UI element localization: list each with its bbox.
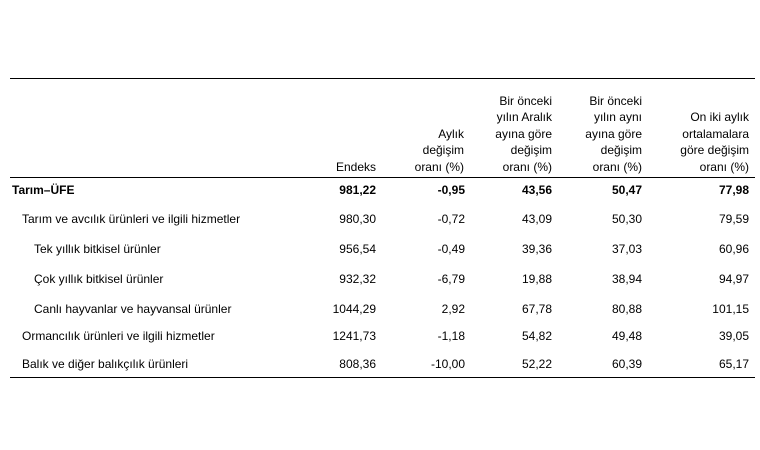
header-bottom-rule	[10, 177, 755, 178]
cell-endeks: 1044,29	[332, 302, 376, 316]
cell-monthly: -0,95	[437, 183, 465, 197]
cell-december: 39,36	[521, 242, 552, 256]
header-twelve-month-average-change: On iki aylık ortalamalara göre değişim oranı (%)	[680, 110, 749, 174]
cell-monthly: -0,49	[437, 242, 465, 256]
row-label: Tek yıllık bitkisel ürünler	[34, 242, 161, 256]
cell-endeks: 932,32	[339, 272, 376, 286]
table-bottom-rule	[10, 377, 755, 378]
row-label: Çok yıllık bitkisel ürünler	[34, 272, 164, 286]
cell-monthly: -0,72	[437, 212, 465, 226]
cell-endeks: 980,30	[339, 212, 376, 226]
header-change-vs-same-month: Bir önceki yılın aynı ayına göre değişim oranı (%)	[585, 93, 642, 174]
row-label: Tarım–ÜFE	[12, 183, 75, 197]
row-label: Canlı hayvanlar ve hayvansal ürünler	[34, 302, 232, 316]
table-row	[10, 240, 755, 260]
table-row	[10, 270, 755, 290]
cell-same-month: 50,47	[611, 183, 642, 197]
cell-monthly: -6,79	[437, 272, 465, 286]
table-row	[10, 300, 755, 320]
cell-twelve-month: 101,15	[712, 302, 749, 316]
row-label: Balık ve diğer balıkçılık ürünleri	[22, 357, 189, 371]
cell-same-month: 80,88	[611, 302, 642, 316]
row-label: Ormancılık ürünleri ve ilgili hizmetler	[22, 329, 215, 343]
cell-same-month: 60,39	[611, 357, 642, 371]
cell-same-month: 49,48	[611, 329, 642, 343]
cell-december: 52,22	[521, 357, 552, 371]
cell-twelve-month: 77,98	[718, 183, 749, 197]
cell-monthly: -1,18	[437, 329, 465, 343]
cell-december: 19,88	[521, 272, 552, 286]
cell-twelve-month: 79,59	[718, 212, 749, 226]
cell-endeks: 1241,73	[332, 329, 376, 343]
cell-endeks: 808,36	[339, 357, 376, 371]
cell-twelve-month: 39,05	[718, 329, 749, 343]
cell-monthly: -10,00	[430, 357, 465, 371]
cell-same-month: 38,94	[611, 272, 642, 286]
cell-twelve-month: 65,17	[718, 357, 749, 371]
table-row	[10, 327, 755, 347]
cell-december: 67,78	[521, 302, 552, 316]
cell-december: 43,09	[521, 212, 552, 226]
cell-same-month: 37,03	[611, 242, 642, 256]
cell-december: 43,56	[521, 183, 552, 197]
row-label: Tarım ve avcılık ürünleri ve ilgili hizmetler	[22, 212, 241, 226]
header-monthly-change: Aylık değişim oranı (%)	[414, 126, 464, 174]
cell-twelve-month: 94,97	[718, 272, 749, 286]
table-row	[10, 210, 755, 230]
cell-monthly: 2,92	[441, 302, 465, 316]
cell-endeks: 956,54	[339, 242, 376, 256]
cell-december: 54,82	[521, 329, 552, 343]
cell-same-month: 50,30	[611, 212, 642, 226]
header-endeks: Endeks	[335, 159, 376, 174]
table-row	[10, 355, 755, 375]
cell-endeks: 981,22	[339, 183, 376, 197]
cell-twelve-month: 60,96	[718, 242, 749, 256]
table-row	[10, 181, 755, 201]
header-change-vs-december: Bir önceki yılın Aralık ayına göre değişim oranı (%)	[495, 93, 552, 174]
